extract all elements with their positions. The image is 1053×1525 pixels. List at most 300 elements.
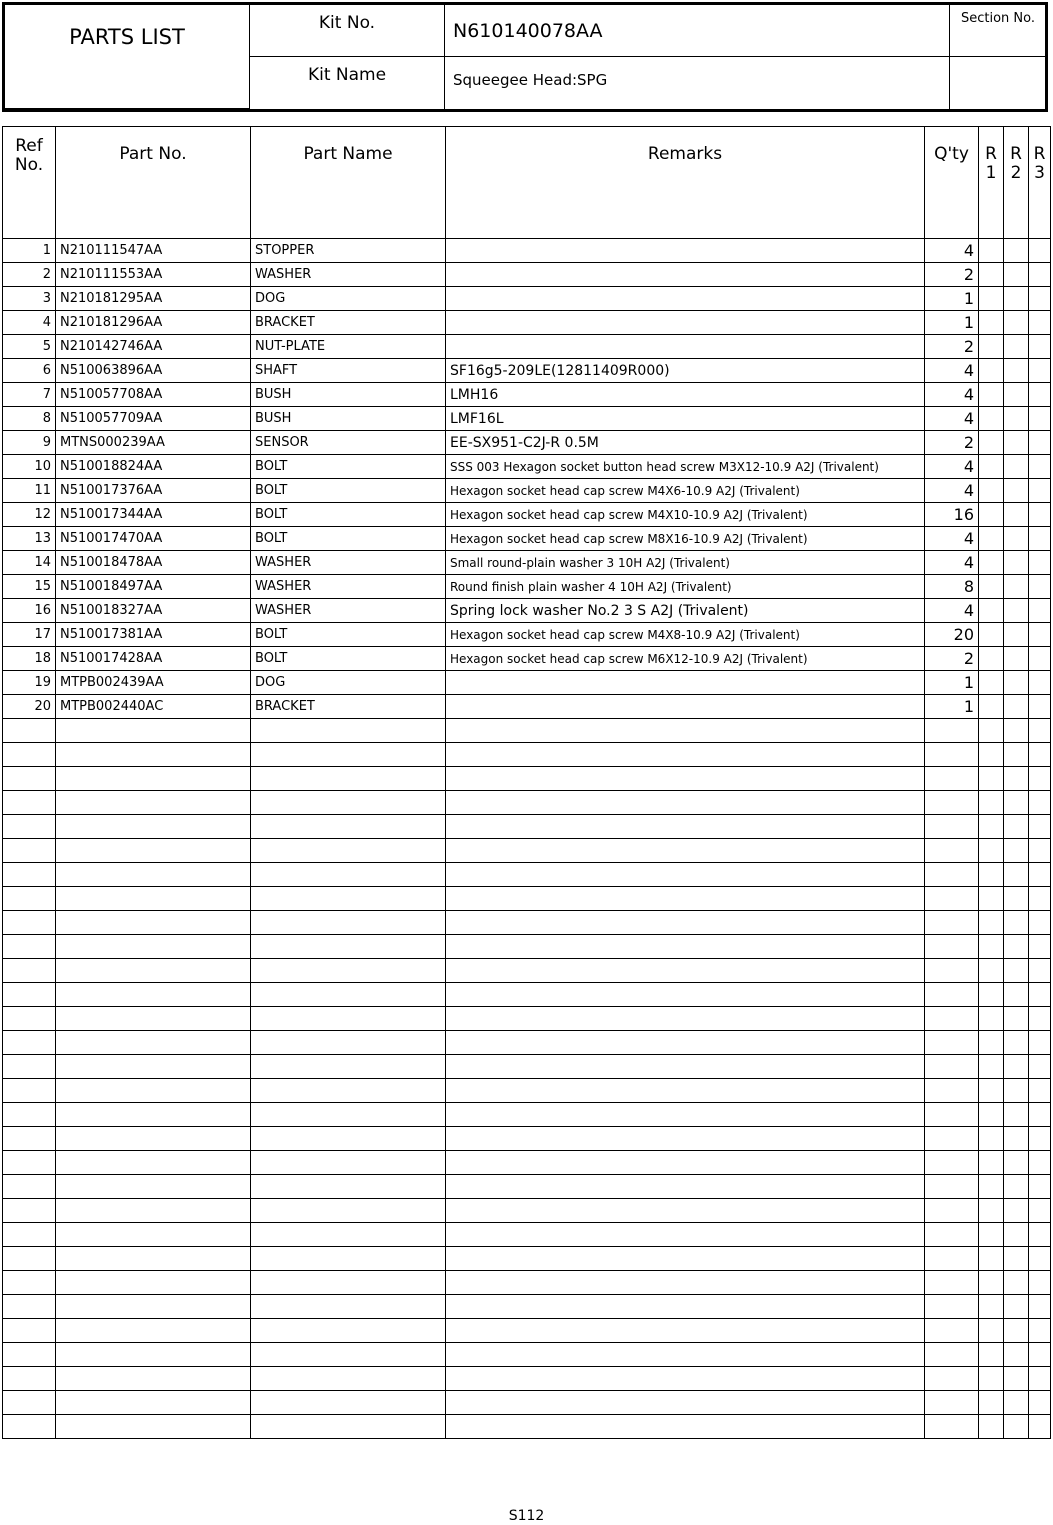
r1-cell bbox=[979, 599, 1004, 623]
r2-cell bbox=[1004, 1175, 1029, 1199]
r2-cell bbox=[1004, 599, 1029, 623]
part-name-cell bbox=[251, 911, 446, 935]
r3-cell bbox=[1029, 1415, 1051, 1439]
ref-cell bbox=[3, 983, 56, 1007]
part-no-cell: MTNS000239AA bbox=[56, 431, 251, 455]
ref-cell bbox=[3, 1103, 56, 1127]
r3-cell bbox=[1029, 1079, 1051, 1103]
part-name-cell: SENSOR bbox=[251, 431, 446, 455]
part-no-cell bbox=[56, 863, 251, 887]
remarks-cell: Hexagon socket head cap screw M4X10-10.9 A2J (Trivalent) bbox=[446, 503, 925, 527]
r2-cell bbox=[1004, 455, 1029, 479]
qty-cell bbox=[925, 983, 979, 1007]
part-name-cell bbox=[251, 1223, 446, 1247]
part-name-cell bbox=[251, 1127, 446, 1151]
r1-cell bbox=[979, 1199, 1004, 1223]
r3-cell bbox=[1029, 647, 1051, 671]
part-no-cell: N210111547AA bbox=[56, 239, 251, 263]
part-no-cell: N510017428AA bbox=[56, 647, 251, 671]
header-box bbox=[2, 2, 1048, 112]
part-name-cell bbox=[251, 743, 446, 767]
ref-cell bbox=[3, 1199, 56, 1223]
part-no-cell bbox=[56, 1295, 251, 1319]
remarks-cell: LMF16L bbox=[446, 407, 925, 431]
r2-cell bbox=[1004, 383, 1029, 407]
document-title: PARTS LIST bbox=[5, 5, 250, 109]
qty-cell: 1 bbox=[925, 671, 979, 695]
remarks-cell bbox=[446, 743, 925, 767]
part-name-cell bbox=[251, 791, 446, 815]
table-row bbox=[3, 647, 1051, 671]
empty-table-row bbox=[3, 1319, 1051, 1343]
qty-cell: 4 bbox=[925, 551, 979, 575]
part-no-cell bbox=[56, 1247, 251, 1271]
part-no-cell bbox=[56, 1031, 251, 1055]
remarks-cell bbox=[446, 335, 925, 359]
ref-cell bbox=[3, 1319, 56, 1343]
empty-table-row bbox=[3, 911, 1051, 935]
r2-cell bbox=[1004, 431, 1029, 455]
remarks-cell bbox=[446, 959, 925, 983]
empty-table-row bbox=[3, 815, 1051, 839]
r2-cell bbox=[1004, 911, 1029, 935]
r1-cell bbox=[979, 647, 1004, 671]
r2-cell bbox=[1004, 719, 1029, 743]
r3-cell bbox=[1029, 1223, 1051, 1247]
part-name-cell: BOLT bbox=[251, 623, 446, 647]
empty-table-row bbox=[3, 1007, 1051, 1031]
part-no-cell bbox=[56, 1055, 251, 1079]
remarks-cell: LMH16 bbox=[446, 383, 925, 407]
qty-cell bbox=[925, 1103, 979, 1127]
ref-cell bbox=[3, 935, 56, 959]
qty-cell bbox=[925, 743, 979, 767]
qty-cell bbox=[925, 1031, 979, 1055]
r3-cell bbox=[1029, 359, 1051, 383]
remarks-cell: SSS 003 Hexagon socket button head screw M3X12-10.9 A2J (Trivalent) bbox=[446, 455, 925, 479]
table-row bbox=[3, 551, 1051, 575]
r1-cell bbox=[979, 719, 1004, 743]
qty-cell bbox=[925, 1247, 979, 1271]
remarks-cell: Hexagon socket head cap screw M4X6-10.9 A2J (Trivalent) bbox=[446, 479, 925, 503]
r3-cell bbox=[1029, 527, 1051, 551]
qty-cell: 2 bbox=[925, 335, 979, 359]
table-row bbox=[3, 527, 1051, 551]
qty-cell bbox=[925, 1271, 979, 1295]
remarks-cell bbox=[446, 935, 925, 959]
remarks-cell bbox=[446, 1391, 925, 1415]
r2-cell bbox=[1004, 671, 1029, 695]
part-no-cell: MTPB002439AA bbox=[56, 671, 251, 695]
r1-cell bbox=[979, 671, 1004, 695]
r2-cell bbox=[1004, 359, 1029, 383]
table-row bbox=[3, 599, 1051, 623]
r2-cell bbox=[1004, 1247, 1029, 1271]
table-row bbox=[3, 359, 1051, 383]
empty-table-row bbox=[3, 935, 1051, 959]
part-name-cell bbox=[251, 767, 446, 791]
empty-table-row bbox=[3, 839, 1051, 863]
remarks-cell bbox=[446, 1007, 925, 1031]
ref-cell: 15 bbox=[3, 575, 56, 599]
part-no-cell: N510018497AA bbox=[56, 575, 251, 599]
r2-cell bbox=[1004, 311, 1029, 335]
r2-cell bbox=[1004, 1295, 1029, 1319]
r1-cell bbox=[979, 791, 1004, 815]
ref-cell: 5 bbox=[3, 335, 56, 359]
remarks-cell bbox=[446, 1367, 925, 1391]
part-no-cell bbox=[56, 839, 251, 863]
ref-cell bbox=[3, 911, 56, 935]
remarks-cell bbox=[446, 1199, 925, 1223]
qty-cell bbox=[925, 887, 979, 911]
part-name-cell: BOLT bbox=[251, 527, 446, 551]
r1-cell bbox=[979, 551, 1004, 575]
r2-cell bbox=[1004, 263, 1029, 287]
r2-cell bbox=[1004, 959, 1029, 983]
ref-cell: 10 bbox=[3, 455, 56, 479]
r2-cell bbox=[1004, 503, 1029, 527]
section-no-label: Section No. bbox=[950, 5, 1046, 57]
r2-cell bbox=[1004, 239, 1029, 263]
remarks-cell bbox=[446, 887, 925, 911]
qty-cell bbox=[925, 959, 979, 983]
r1-cell bbox=[979, 527, 1004, 551]
r3-cell bbox=[1029, 791, 1051, 815]
table-row bbox=[3, 335, 1051, 359]
col-qty: Q'ty bbox=[925, 127, 979, 239]
qty-cell: 2 bbox=[925, 263, 979, 287]
col-remarks: Remarks bbox=[446, 127, 925, 239]
qty-cell bbox=[925, 911, 979, 935]
part-name-cell bbox=[251, 1391, 446, 1415]
empty-table-row bbox=[3, 1079, 1051, 1103]
part-no-cell: N510057708AA bbox=[56, 383, 251, 407]
qty-cell bbox=[925, 1391, 979, 1415]
part-name-cell bbox=[251, 1319, 446, 1343]
qty-cell bbox=[925, 1319, 979, 1343]
empty-table-row bbox=[3, 887, 1051, 911]
remarks-cell bbox=[446, 239, 925, 263]
r1-cell bbox=[979, 1343, 1004, 1367]
part-name-cell bbox=[251, 815, 446, 839]
remarks-cell bbox=[446, 863, 925, 887]
ref-cell bbox=[3, 1343, 56, 1367]
col-ref-no: Ref No. bbox=[3, 127, 56, 239]
remarks-cell bbox=[446, 911, 925, 935]
qty-cell: 2 bbox=[925, 431, 979, 455]
r3-cell bbox=[1029, 335, 1051, 359]
r1-cell bbox=[979, 1175, 1004, 1199]
r3-cell bbox=[1029, 1103, 1051, 1127]
part-no-cell: N510063896AA bbox=[56, 359, 251, 383]
part-name-cell bbox=[251, 887, 446, 911]
r2-cell bbox=[1004, 1031, 1029, 1055]
qty-cell bbox=[925, 863, 979, 887]
part-name-cell: WASHER bbox=[251, 599, 446, 623]
qty-cell: 4 bbox=[925, 527, 979, 551]
r3-cell bbox=[1029, 887, 1051, 911]
r1-cell bbox=[979, 911, 1004, 935]
r1-cell bbox=[979, 359, 1004, 383]
qty-cell bbox=[925, 935, 979, 959]
r2-cell bbox=[1004, 1391, 1029, 1415]
ref-cell: 18 bbox=[3, 647, 56, 671]
part-name-cell bbox=[251, 1343, 446, 1367]
ref-cell: 8 bbox=[3, 407, 56, 431]
table-row bbox=[3, 671, 1051, 695]
r2-cell bbox=[1004, 863, 1029, 887]
ref-cell bbox=[3, 1175, 56, 1199]
ref-cell: 17 bbox=[3, 623, 56, 647]
qty-cell: 4 bbox=[925, 599, 979, 623]
part-no-cell: N510018478AA bbox=[56, 551, 251, 575]
empty-table-row bbox=[3, 1175, 1051, 1199]
part-name-cell: WASHER bbox=[251, 551, 446, 575]
qty-cell bbox=[925, 1079, 979, 1103]
kit-no-value: N610140078AA bbox=[445, 5, 950, 57]
remarks-cell bbox=[446, 1127, 925, 1151]
r1-cell bbox=[979, 839, 1004, 863]
r2-cell bbox=[1004, 1367, 1029, 1391]
part-name-cell: DOG bbox=[251, 287, 446, 311]
empty-table-row bbox=[3, 791, 1051, 815]
table-row bbox=[3, 431, 1051, 455]
r3-cell bbox=[1029, 695, 1051, 719]
r1-cell bbox=[979, 1055, 1004, 1079]
remarks-cell: Round finish plain washer 4 10H A2J (Trivalent) bbox=[446, 575, 925, 599]
ref-cell: 4 bbox=[3, 311, 56, 335]
part-name-cell: BOLT bbox=[251, 647, 446, 671]
ref-cell: 14 bbox=[3, 551, 56, 575]
r2-cell bbox=[1004, 1151, 1029, 1175]
r3-cell bbox=[1029, 455, 1051, 479]
col-part-no: Part No. bbox=[56, 127, 251, 239]
table-row bbox=[3, 407, 1051, 431]
part-name-cell: BOLT bbox=[251, 503, 446, 527]
r3-cell bbox=[1029, 407, 1051, 431]
r1-cell bbox=[979, 383, 1004, 407]
r2-cell bbox=[1004, 743, 1029, 767]
table-row bbox=[3, 383, 1051, 407]
remarks-cell bbox=[446, 1103, 925, 1127]
col-r2: R 2 bbox=[1004, 127, 1029, 239]
col-r3: R 3 bbox=[1029, 127, 1051, 239]
remarks-cell bbox=[446, 1295, 925, 1319]
empty-table-row bbox=[3, 1103, 1051, 1127]
r2-cell bbox=[1004, 1007, 1029, 1031]
part-name-cell bbox=[251, 935, 446, 959]
remarks-cell bbox=[446, 767, 925, 791]
empty-table-row bbox=[3, 1367, 1051, 1391]
part-no-cell: N510057709AA bbox=[56, 407, 251, 431]
r1-cell bbox=[979, 1295, 1004, 1319]
r2-cell bbox=[1004, 623, 1029, 647]
r3-cell bbox=[1029, 1391, 1051, 1415]
table-row bbox=[3, 311, 1051, 335]
r3-cell bbox=[1029, 1247, 1051, 1271]
part-no-cell bbox=[56, 1103, 251, 1127]
ref-cell bbox=[3, 1391, 56, 1415]
part-name-cell bbox=[251, 1271, 446, 1295]
remarks-cell bbox=[446, 1031, 925, 1055]
part-name-cell: NUT-PLATE bbox=[251, 335, 446, 359]
kit-no-label: Kit No. bbox=[250, 5, 445, 57]
remarks-cell bbox=[446, 815, 925, 839]
r1-cell bbox=[979, 983, 1004, 1007]
qty-cell bbox=[925, 815, 979, 839]
ref-cell bbox=[3, 959, 56, 983]
part-no-cell bbox=[56, 935, 251, 959]
col-part-name: Part Name bbox=[251, 127, 446, 239]
r2-cell bbox=[1004, 551, 1029, 575]
part-name-cell bbox=[251, 1007, 446, 1031]
r1-cell bbox=[979, 1127, 1004, 1151]
r2-cell bbox=[1004, 479, 1029, 503]
r2-cell bbox=[1004, 1127, 1029, 1151]
empty-table-row bbox=[3, 767, 1051, 791]
ref-cell: 13 bbox=[3, 527, 56, 551]
part-no-cell bbox=[56, 1151, 251, 1175]
ref-cell bbox=[3, 815, 56, 839]
r3-cell bbox=[1029, 1271, 1051, 1295]
empty-table-row bbox=[3, 863, 1051, 887]
empty-table-row bbox=[3, 1223, 1051, 1247]
part-name-cell bbox=[251, 1031, 446, 1055]
r3-cell bbox=[1029, 431, 1051, 455]
r3-cell bbox=[1029, 983, 1051, 1007]
qty-cell bbox=[925, 1415, 979, 1439]
kit-name-value: Squeegee Head:SPG bbox=[445, 57, 950, 109]
ref-cell: 11 bbox=[3, 479, 56, 503]
part-name-cell: BUSH bbox=[251, 383, 446, 407]
r2-cell bbox=[1004, 1223, 1029, 1247]
r1-cell bbox=[979, 1415, 1004, 1439]
r3-cell bbox=[1029, 1199, 1051, 1223]
r3-cell bbox=[1029, 551, 1051, 575]
r2-cell bbox=[1004, 791, 1029, 815]
ref-cell bbox=[3, 767, 56, 791]
ref-cell: 1 bbox=[3, 239, 56, 263]
remarks-cell bbox=[446, 983, 925, 1007]
part-name-cell bbox=[251, 1415, 446, 1439]
r3-cell bbox=[1029, 287, 1051, 311]
remarks-cell bbox=[446, 311, 925, 335]
part-name-cell bbox=[251, 959, 446, 983]
ref-cell: 2 bbox=[3, 263, 56, 287]
ref-cell: 6 bbox=[3, 359, 56, 383]
r2-cell bbox=[1004, 1079, 1029, 1103]
part-name-cell: BUSH bbox=[251, 407, 446, 431]
r1-cell bbox=[979, 407, 1004, 431]
remarks-cell bbox=[446, 1343, 925, 1367]
ref-cell bbox=[3, 863, 56, 887]
part-name-cell: SHAFT bbox=[251, 359, 446, 383]
r3-cell bbox=[1029, 1367, 1051, 1391]
r2-cell bbox=[1004, 983, 1029, 1007]
part-no-cell: N510018824AA bbox=[56, 455, 251, 479]
part-name-cell bbox=[251, 1367, 446, 1391]
r2-cell bbox=[1004, 935, 1029, 959]
table-header-row bbox=[3, 127, 1051, 239]
part-no-cell bbox=[56, 911, 251, 935]
ref-cell bbox=[3, 1415, 56, 1439]
r1-cell bbox=[979, 1271, 1004, 1295]
r2-cell bbox=[1004, 1319, 1029, 1343]
r1-cell bbox=[979, 311, 1004, 335]
r3-cell bbox=[1029, 1175, 1051, 1199]
part-no-cell bbox=[56, 1175, 251, 1199]
r3-cell bbox=[1029, 959, 1051, 983]
r3-cell bbox=[1029, 935, 1051, 959]
r1-cell bbox=[979, 767, 1004, 791]
qty-cell: 4 bbox=[925, 383, 979, 407]
qty-cell: 1 bbox=[925, 287, 979, 311]
r3-cell bbox=[1029, 311, 1051, 335]
r1-cell bbox=[979, 1007, 1004, 1031]
r3-cell bbox=[1029, 1151, 1051, 1175]
qty-cell: 4 bbox=[925, 407, 979, 431]
part-no-cell bbox=[56, 1391, 251, 1415]
part-no-cell bbox=[56, 1007, 251, 1031]
qty-cell bbox=[925, 839, 979, 863]
remarks-cell bbox=[446, 1079, 925, 1103]
section-no-value bbox=[950, 57, 1046, 109]
remarks-cell bbox=[446, 1247, 925, 1271]
empty-table-row bbox=[3, 959, 1051, 983]
ref-cell: 19 bbox=[3, 671, 56, 695]
part-name-cell bbox=[251, 1295, 446, 1319]
empty-table-row bbox=[3, 1247, 1051, 1271]
qty-cell bbox=[925, 791, 979, 815]
part-name-cell: BOLT bbox=[251, 455, 446, 479]
part-no-cell: N210181296AA bbox=[56, 311, 251, 335]
r3-cell bbox=[1029, 623, 1051, 647]
r2-cell bbox=[1004, 1415, 1029, 1439]
part-name-cell bbox=[251, 1151, 446, 1175]
ref-cell bbox=[3, 1271, 56, 1295]
parts-table bbox=[2, 126, 1051, 1439]
r1-cell bbox=[979, 959, 1004, 983]
part-no-cell bbox=[56, 1271, 251, 1295]
r1-cell bbox=[979, 935, 1004, 959]
empty-table-row bbox=[3, 1271, 1051, 1295]
remarks-cell bbox=[446, 839, 925, 863]
part-name-cell bbox=[251, 1247, 446, 1271]
r2-cell bbox=[1004, 407, 1029, 431]
remarks-cell bbox=[446, 263, 925, 287]
r1-cell bbox=[979, 479, 1004, 503]
r2-cell bbox=[1004, 815, 1029, 839]
page-number: S112 bbox=[508, 1508, 545, 1524]
part-no-cell bbox=[56, 1415, 251, 1439]
remarks-cell bbox=[446, 1319, 925, 1343]
part-no-cell bbox=[56, 815, 251, 839]
qty-cell bbox=[925, 1199, 979, 1223]
ref-cell bbox=[3, 1223, 56, 1247]
table-row bbox=[3, 287, 1051, 311]
ref-cell bbox=[3, 743, 56, 767]
r3-cell bbox=[1029, 1319, 1051, 1343]
r1-cell bbox=[979, 623, 1004, 647]
r2-cell bbox=[1004, 839, 1029, 863]
part-no-cell: N210181295AA bbox=[56, 287, 251, 311]
qty-cell: 1 bbox=[925, 695, 979, 719]
r3-cell bbox=[1029, 815, 1051, 839]
r2-cell bbox=[1004, 767, 1029, 791]
r1-cell bbox=[979, 335, 1004, 359]
part-no-cell: N210111553AA bbox=[56, 263, 251, 287]
